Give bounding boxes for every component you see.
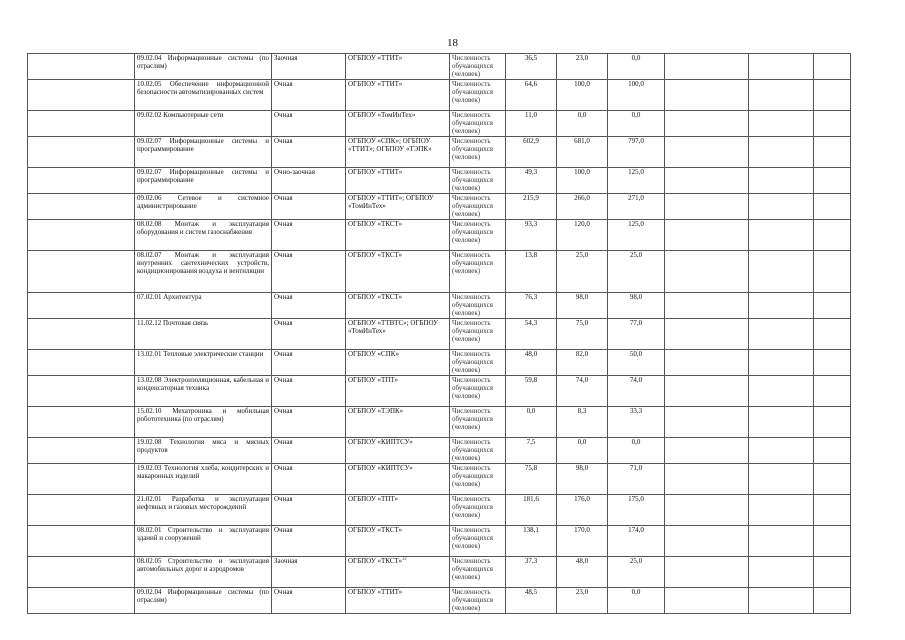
right-blank-cell (814, 319, 851, 350)
blank-cell-b (749, 376, 814, 407)
value-cell-1: 48,0 (506, 350, 557, 376)
value-cell-2: 170,0 (557, 526, 608, 557)
organization-name: ОГБПОУ «КИПТСУ» (348, 438, 413, 446)
value-cell-3: 77,0 (608, 319, 665, 350)
left-blank-cell (28, 376, 135, 407)
organization-cell (346, 407, 450, 438)
value-cell-1: 76,3 (506, 293, 557, 319)
value-cell-1: 54,3 (506, 319, 557, 350)
value-cell-3: 175,0 (608, 495, 665, 526)
organization-name: ОГБПОУ «СПК» (348, 350, 399, 358)
value-cell-2: 98,0 (557, 293, 608, 319)
study-form-cell: Очная (272, 407, 346, 438)
study-form-cell: Очная (272, 526, 346, 557)
indicator-cell: Численность обучающихся (человек) (450, 350, 506, 376)
blank-cell-b (749, 588, 814, 614)
indicator-cell: Численность обучающихся (человек) (450, 407, 506, 438)
blank-cell-a (665, 54, 749, 80)
study-form-cell: Очная (272, 438, 346, 464)
value-cell-2: 100,0 (557, 168, 608, 194)
left-blank-cell (28, 588, 135, 614)
specialty-cell: 19.02.03 Технология хлеба, кондитерских и макаронных изделий (135, 464, 272, 495)
blank-cell-b (749, 495, 814, 526)
value-cell-3: 74,0 (608, 376, 665, 407)
specialty-cell: 21.02.01 Разработка и эксплуатация нефтяных и газовых месторождений (135, 495, 272, 526)
value-cell-2: 82,0 (557, 350, 608, 376)
specialty-cell: 07.02.01 Архитектура (135, 293, 272, 319)
value-cell-1: 138,1 (506, 526, 557, 557)
value-cell-2: 8,3 (557, 407, 608, 438)
value-cell-2: 74,0 (557, 376, 608, 407)
blank-cell-b (749, 293, 814, 319)
organization-name: ОГБПОУ «ТомИнТех» (348, 111, 416, 119)
value-cell-1: 181,6 (506, 495, 557, 526)
right-blank-cell (814, 588, 851, 614)
right-blank-cell (814, 407, 851, 438)
right-blank-cell (814, 438, 851, 464)
blank-cell-b (749, 557, 814, 588)
blank-cell-b (749, 526, 814, 557)
value-cell-3: 797,0 (608, 137, 665, 168)
table-row (28, 557, 851, 588)
value-cell-3: 33,3 (608, 407, 665, 438)
organization-name: ОГБПОУ «ТТИТ» (348, 54, 403, 62)
blank-cell-b (749, 319, 814, 350)
page-number: 18 (447, 37, 458, 49)
right-blank-cell (814, 376, 851, 407)
indicator-cell: Численность обучающихся (человек) (450, 220, 506, 251)
table-row (28, 194, 851, 220)
right-blank-cell (814, 526, 851, 557)
value-cell-1: 215,9 (506, 194, 557, 220)
data-table-frame (27, 53, 850, 612)
blank-cell-a (665, 376, 749, 407)
specialty-cell: 10.02.05 Обеспечение информационной безопасности автоматизированных систем (135, 80, 272, 111)
table-row (28, 137, 851, 168)
study-form-cell: Очная (272, 293, 346, 319)
value-cell-2: 23,0 (557, 588, 608, 614)
value-cell-3: 125,0 (608, 220, 665, 251)
right-blank-cell (814, 137, 851, 168)
blank-cell-a (665, 168, 749, 194)
indicator-cell: Численность обучающихся (человек) (450, 588, 506, 614)
indicator-cell: Численность обучающихся (человек) (450, 293, 506, 319)
value-cell-2: 23,0 (557, 54, 608, 80)
value-cell-3: 174,0 (608, 526, 665, 557)
indicator-cell: Численность обучающихся (человек) (450, 526, 506, 557)
specialty-cell: 09.02.06 Сетевое и системное администрирование (135, 194, 272, 220)
right-blank-cell (814, 557, 851, 588)
blank-cell-b (749, 464, 814, 495)
left-blank-cell (28, 293, 135, 319)
blank-cell-b (749, 350, 814, 376)
table-row (28, 80, 851, 111)
value-cell-2: 176,0 (557, 495, 608, 526)
table-row (28, 293, 851, 319)
organization-cell (346, 464, 450, 495)
blank-cell-a (665, 137, 749, 168)
table-row (28, 168, 851, 194)
blank-cell-b (749, 251, 814, 293)
specialty-cell: 08.02.01 Строительство и эксплуатация зданий и сооружений (135, 526, 272, 557)
left-blank-cell (28, 111, 135, 137)
right-blank-cell (814, 194, 851, 220)
organization-cell (346, 80, 450, 111)
specialty-cell: 09.02.07 Информационные системы и программирование (135, 137, 272, 168)
value-cell-2: 681,0 (557, 137, 608, 168)
blank-cell-a (665, 251, 749, 293)
indicator-cell: Численность обучающихся (человек) (450, 319, 506, 350)
table-row (28, 407, 851, 438)
study-form-cell: Очная (272, 376, 346, 407)
value-cell-2: 98,0 (557, 464, 608, 495)
value-cell-1: 64,6 (506, 80, 557, 111)
organization-name: ОГБПОУ «ТКСТ» (348, 220, 403, 228)
right-blank-cell (814, 350, 851, 376)
indicator-cell: Численность обучающихся (человек) (450, 111, 506, 137)
organization-name: ОГБПОУ «ТТИТ» (348, 588, 403, 596)
blank-cell-a (665, 588, 749, 614)
table-row (28, 526, 851, 557)
study-form-cell: Заочная (272, 54, 346, 80)
right-blank-cell (814, 251, 851, 293)
study-form-cell: Заочная (272, 557, 346, 588)
left-blank-cell (28, 319, 135, 350)
organization-cell (346, 251, 450, 293)
organization-name: ОГБПОУ «ТТИТ» (348, 168, 403, 176)
specialty-cell: 13.02.01 Тепловые электрические станции (135, 350, 272, 376)
blank-cell-b (749, 137, 814, 168)
value-cell-2: 25,0 (557, 251, 608, 293)
organization-name: ОГБПОУ «ТПТ» (348, 495, 398, 503)
organization-cell (346, 557, 450, 588)
organization-cell (346, 495, 450, 526)
specialty-cell: 19.02.08 Технология мяса и мясных продуктов (135, 438, 272, 464)
study-form-cell: Очная (272, 220, 346, 251)
value-cell-2: 120,0 (557, 220, 608, 251)
organization-cell (346, 319, 450, 350)
study-form-cell: Очная (272, 350, 346, 376)
left-blank-cell (28, 137, 135, 168)
right-blank-cell (814, 495, 851, 526)
specialty-cell: 09.02.02 Компьютерные сети (135, 111, 272, 137)
table-row (28, 376, 851, 407)
left-blank-cell (28, 54, 135, 80)
organization-cell (346, 220, 450, 251)
value-cell-2: 0,0 (557, 111, 608, 137)
left-blank-cell (28, 350, 135, 376)
study-form-cell: Очная (272, 251, 346, 293)
table-row (28, 54, 851, 80)
indicator-cell: Численность обучающихся (человек) (450, 168, 506, 194)
blank-cell-b (749, 54, 814, 80)
left-blank-cell (28, 194, 135, 220)
blank-cell-b (749, 194, 814, 220)
left-blank-cell (28, 557, 135, 588)
organization-cell (346, 526, 450, 557)
organization-cell (346, 350, 450, 376)
table-row (28, 438, 851, 464)
left-blank-cell (28, 80, 135, 111)
indicator-cell: Численность обучающихся (человек) (450, 464, 506, 495)
value-cell-3: 25,0 (608, 557, 665, 588)
value-cell-1: 49,3 (506, 168, 557, 194)
organization-name: ОГБПОУ «ТЭПК» (348, 407, 404, 415)
specialty-cell: 15.02.10 Мехатроника и мобильная робототехника (по отраслям) (135, 407, 272, 438)
organization-name: ОГБПОУ «ТПТ» (348, 376, 398, 384)
value-cell-2: 100,0 (557, 80, 608, 111)
blank-cell-a (665, 495, 749, 526)
value-cell-1: 37,3 (506, 557, 557, 588)
value-cell-3: 100,0 (608, 80, 665, 111)
blank-cell-a (665, 319, 749, 350)
value-cell-1: 59,8 (506, 376, 557, 407)
blank-cell-a (665, 438, 749, 464)
table-row (28, 588, 851, 614)
organization-name: ОГБПОУ «ТКСТ» (348, 526, 403, 534)
value-cell-1: 0,0 (506, 407, 557, 438)
organization-name: ОГБПОУ «ТКСТ» (348, 251, 403, 259)
blank-cell-a (665, 80, 749, 111)
value-cell-1: 13,8 (506, 251, 557, 293)
organization-name: ОГБПОУ «ТТВТС»; ОГБПОУ «ТомИнТех» (348, 319, 439, 335)
organization-cell (346, 137, 450, 168)
organization-cell (346, 376, 450, 407)
organization-cell (346, 54, 450, 80)
data-table (27, 53, 851, 614)
table-row (28, 495, 851, 526)
indicator-cell: Численность обучающихся (человек) (450, 137, 506, 168)
blank-cell-a (665, 526, 749, 557)
value-cell-3: 50,0 (608, 350, 665, 376)
left-blank-cell (28, 251, 135, 293)
table-row (28, 319, 851, 350)
value-cell-3: 0,0 (608, 588, 665, 614)
value-cell-3: 0,0 (608, 111, 665, 137)
study-form-cell: Очная (272, 464, 346, 495)
value-cell-1: 7,5 (506, 438, 557, 464)
organization-cell (346, 293, 450, 319)
organization-cell (346, 111, 450, 137)
organization-cell (346, 438, 450, 464)
organization-name: ОГБПОУ «СПК»; ОГБПОУ «ТТИТ»; ОГБПОУ «ТЭПК» (348, 137, 432, 153)
specialty-cell: 08.02.05 Строительство и эксплуатация автомобильных дорог и аэродромов (135, 557, 272, 588)
table-row (28, 464, 851, 495)
value-cell-2: 75,0 (557, 319, 608, 350)
footnote-marker: 22 (402, 556, 407, 561)
specialty-cell: 08.02.07 Монтаж и эксплуатация внутренних сантехнических устройств, кондиционирования воздуха и вентиляции (135, 251, 272, 293)
value-cell-3: 0,0 (608, 54, 665, 80)
indicator-cell: Численность обучающихся (человек) (450, 251, 506, 293)
value-cell-2: 0,0 (557, 438, 608, 464)
blank-cell-a (665, 220, 749, 251)
value-cell-3: 25,0 (608, 251, 665, 293)
indicator-cell: Численность обучающихся (человек) (450, 376, 506, 407)
left-blank-cell (28, 407, 135, 438)
specialty-cell: 09.02.07 Информационные системы и программирование (135, 168, 272, 194)
specialty-cell: 08.02.08 Монтаж и эксплуатация оборудования и систем газоснабжения (135, 220, 272, 251)
specialty-cell: 13.02.08 Электроизоляционная, кабельная и конденсаторная техника (135, 376, 272, 407)
left-blank-cell (28, 495, 135, 526)
organization-name: ОГБПОУ «ТТИТ» (348, 80, 403, 88)
study-form-cell: Очная (272, 588, 346, 614)
left-blank-cell (28, 526, 135, 557)
table-row (28, 220, 851, 251)
value-cell-2: 48,0 (557, 557, 608, 588)
blank-cell-b (749, 111, 814, 137)
value-cell-3: 0,0 (608, 438, 665, 464)
value-cell-1: 48,5 (506, 588, 557, 614)
specialty-cell: 11.02.12 Почтовая связь (135, 319, 272, 350)
value-cell-1: 11,0 (506, 111, 557, 137)
value-cell-2: 266,0 (557, 194, 608, 220)
table-body (28, 54, 851, 614)
study-form-cell: Очная (272, 137, 346, 168)
organization-name: ОГБПОУ «ТКСТ» (348, 293, 403, 301)
blank-cell-a (665, 464, 749, 495)
indicator-cell: Численность обучающихся (человек) (450, 194, 506, 220)
blank-cell-b (749, 438, 814, 464)
study-form-cell: Очная (272, 194, 346, 220)
right-blank-cell (814, 54, 851, 80)
blank-cell-b (749, 80, 814, 111)
right-blank-cell (814, 220, 851, 251)
indicator-cell: Численность обучающихся (человек) (450, 557, 506, 588)
right-blank-cell (814, 168, 851, 194)
right-blank-cell (814, 293, 851, 319)
right-blank-cell (814, 80, 851, 111)
specialty-cell: 09.02.04 Информационные системы (по отраслям) (135, 588, 272, 614)
value-cell-1: 602,9 (506, 137, 557, 168)
value-cell-3: 271,0 (608, 194, 665, 220)
indicator-cell: Численность обучающихся (человек) (450, 495, 506, 526)
value-cell-3: 125,0 (608, 168, 665, 194)
organization-name: ОГБПОУ «ТКСТ» (348, 557, 403, 565)
left-blank-cell (28, 220, 135, 251)
value-cell-3: 98,0 (608, 293, 665, 319)
table-row (28, 251, 851, 293)
indicator-cell: Численность обучающихся (человек) (450, 80, 506, 111)
indicator-cell: Численность обучающихся (человек) (450, 438, 506, 464)
indicator-cell: Численность обучающихся (человек) (450, 54, 506, 80)
study-form-cell: Очная (272, 111, 346, 137)
organization-name: ОГБПОУ «ТТИТ»; ОГБПОУ «ТомИнТех» (348, 194, 434, 210)
value-cell-1: 93,3 (506, 220, 557, 251)
blank-cell-a (665, 194, 749, 220)
blank-cell-a (665, 350, 749, 376)
left-blank-cell (28, 438, 135, 464)
organization-cell (346, 194, 450, 220)
organization-name: ОГБПОУ «КИПТСУ» (348, 464, 413, 472)
value-cell-3: 71,0 (608, 464, 665, 495)
left-blank-cell (28, 168, 135, 194)
right-blank-cell (814, 464, 851, 495)
blank-cell-b (749, 407, 814, 438)
blank-cell-a (665, 557, 749, 588)
value-cell-1: 36,5 (506, 54, 557, 80)
organization-cell (346, 168, 450, 194)
left-blank-cell (28, 464, 135, 495)
blank-cell-a (665, 407, 749, 438)
table-row (28, 111, 851, 137)
specialty-cell: 09.02.04 Информационные системы (по отраслям) (135, 54, 272, 80)
study-form-cell: Очная (272, 495, 346, 526)
study-form-cell: Очная (272, 80, 346, 111)
blank-cell-b (749, 168, 814, 194)
right-blank-cell (814, 111, 851, 137)
study-form-cell: Очно-заочная (272, 168, 346, 194)
blank-cell-a (665, 111, 749, 137)
organization-cell (346, 588, 450, 614)
blank-cell-a (665, 293, 749, 319)
blank-cell-b (749, 220, 814, 251)
study-form-cell: Очная (272, 319, 346, 350)
table-row (28, 350, 851, 376)
value-cell-1: 75,8 (506, 464, 557, 495)
